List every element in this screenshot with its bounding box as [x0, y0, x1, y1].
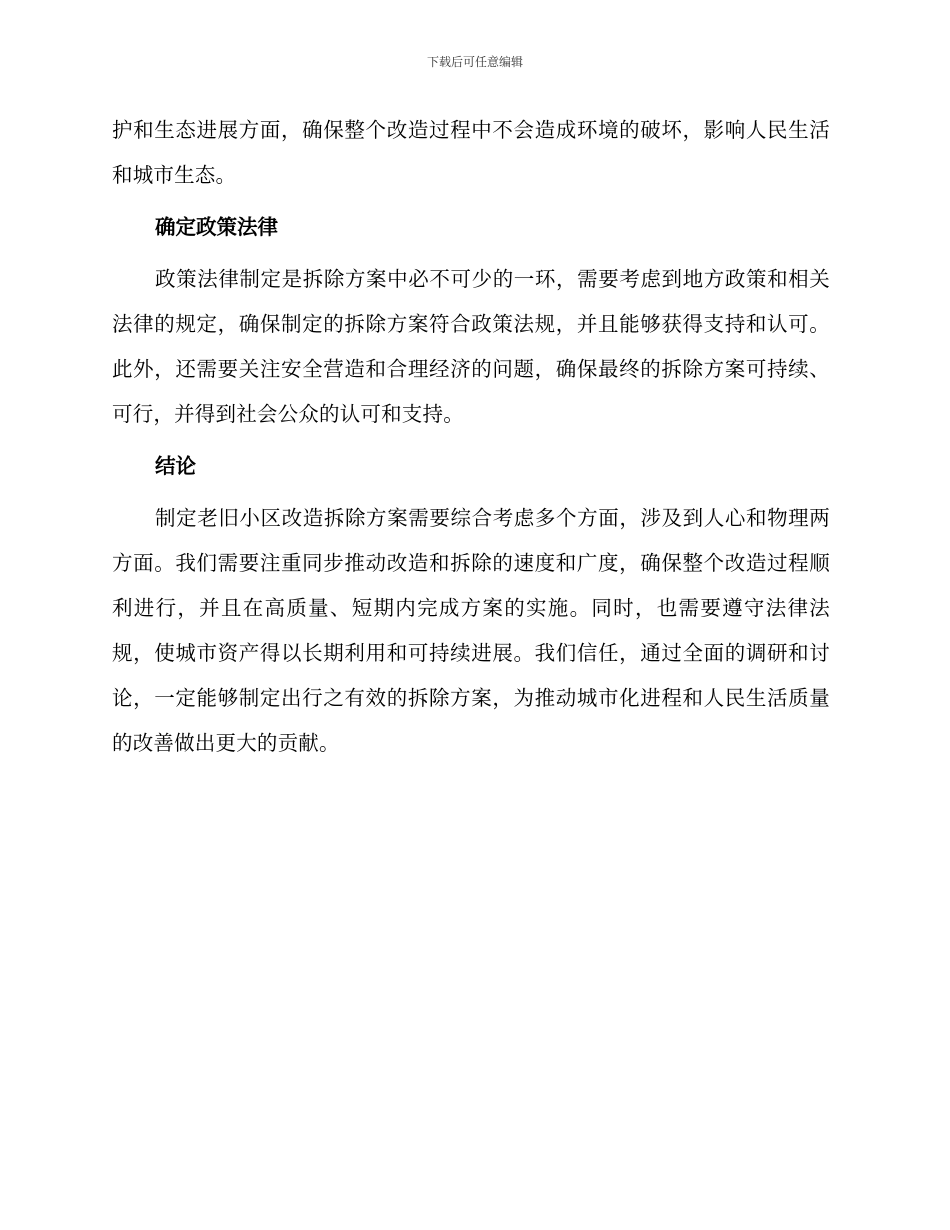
section-heading-conclusion: 结论 [155, 454, 196, 478]
page-header: 下载后可任意编辑 [426, 55, 523, 69]
policy-law-paragraph: 政策法律制定是拆除方案中必不可少的一环，需要考虑到地方政策和相关法律的规定，确保制定的拆除方案符合政策法规，并且能够获得支持和认可。此外，还需要关注安全营造和合理经济的问题，确保最终的拆除方案可持续、可行，并得到社会公众的认可和支持。 [112, 267, 830, 426]
section-heading-policy-law: 确定政策法律 [155, 215, 278, 239]
conclusion-paragraph: 制定老旧小区改造拆除方案需要综合考虑多个方面，涉及到人心和物理两方面。我们需要注重同步推动改造和拆除的速度和广度，确保整个改造过程顺利进行，并且在高质量、短期内完成方案的实施。同时，也需要遵守法律法规，使城市资产得以长期利用和可持续进展。我们信任，通过全面的调研和讨论，一定能够制定出行之有效的拆除方案，为推动城市化进程和人民生活质量的改善做出更大的贡献。 [112, 506, 830, 755]
intro-paragraph: 护和生态进展方面，确保整个改造过程中不会造成环境的破坏，影响人民生活和城市生态。 [112, 118, 830, 187]
document-body [112, 108, 830, 766]
